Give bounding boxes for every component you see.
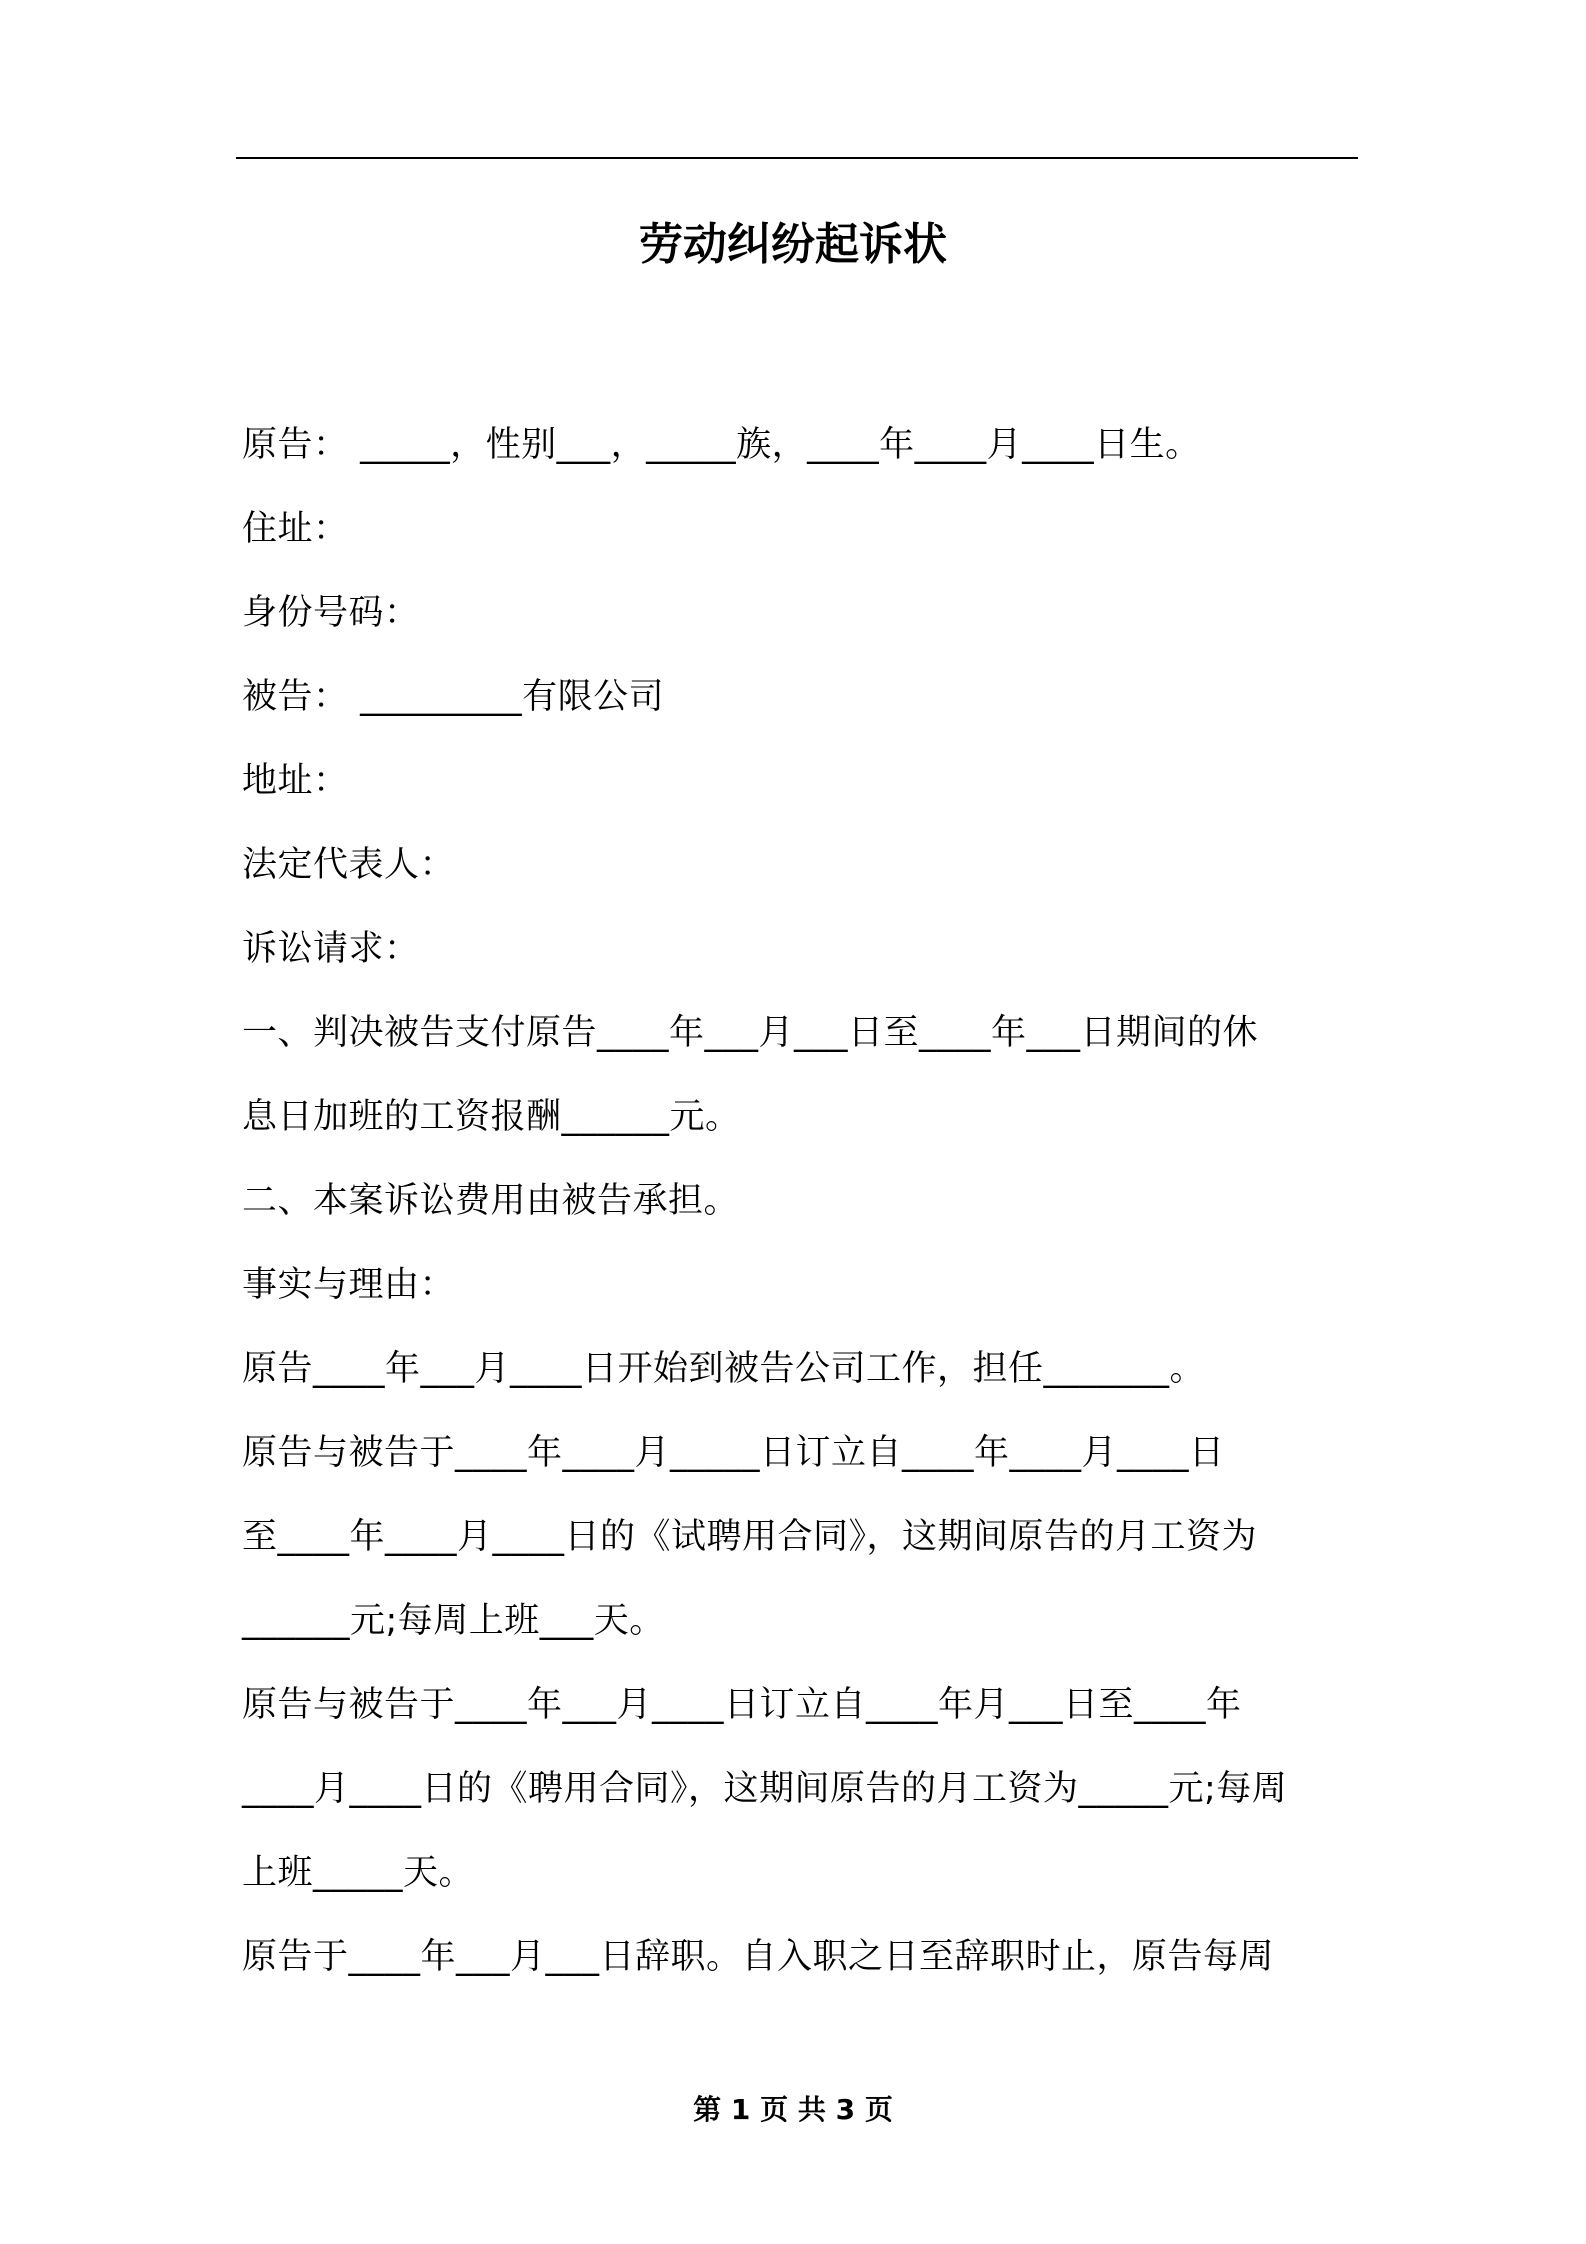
plaintiff-line: 原告： _____，性别___，_____族，____年____月____日生。	[242, 425, 1201, 465]
fact-contract-line-1: 原告与被告于____年___月____日订立自____年月___日至____年	[242, 1685, 1242, 1725]
claim-2-line: 二、本案诉讼费用由被告承担。	[242, 1181, 740, 1221]
claim-1-line-2: 息日加班的工资报酬______元。	[242, 1097, 741, 1137]
fact-contract-line-2: ____月____日的《聘用合同》，这期间原告的月工资为_____元;每周	[242, 1769, 1288, 1809]
claims-heading: 诉讼请求：	[242, 929, 420, 969]
header-rule	[236, 157, 1358, 159]
facts-heading: 事实与理由：	[242, 1265, 456, 1305]
document-body	[242, 403, 1358, 1999]
fact-trial-contract-line-1: 原告与被告于____年____月_____日订立自____年____月____日	[242, 1433, 1225, 1473]
fact-trial-contract-line-3: ______元;每周上班___天。	[242, 1601, 665, 1641]
defendant-address-line: 地址：	[242, 761, 349, 801]
legal-representative-line: 法定代表人：	[242, 845, 456, 885]
plaintiff-address-line: 住址：	[242, 509, 349, 549]
plaintiff-id-line: 身份号码：	[242, 593, 420, 633]
document-title: 劳动纠纷起诉状	[639, 219, 947, 270]
fact-trial-contract-line-2: 至____年____月____日的《试聘用合同》，这期间原告的月工资为	[242, 1517, 1258, 1557]
claim-1-line-1: 一、判决被告支付原告____年___月___日至____年___日期间的休	[242, 1013, 1259, 1053]
fact-employment-start: 原告____年___月____日开始到被告公司工作，担任_______。	[242, 1349, 1206, 1389]
defendant-line: 被告： _________有限公司	[242, 677, 665, 717]
fact-resignation-line: 原告于____年___月___日辞职。自入职之日至辞职时止，原告每周	[242, 1937, 1275, 1977]
fact-contract-line-3: 上班_____天。	[242, 1853, 475, 1893]
page-indicator: 第 1 页 共 3 页	[693, 2093, 893, 2126]
